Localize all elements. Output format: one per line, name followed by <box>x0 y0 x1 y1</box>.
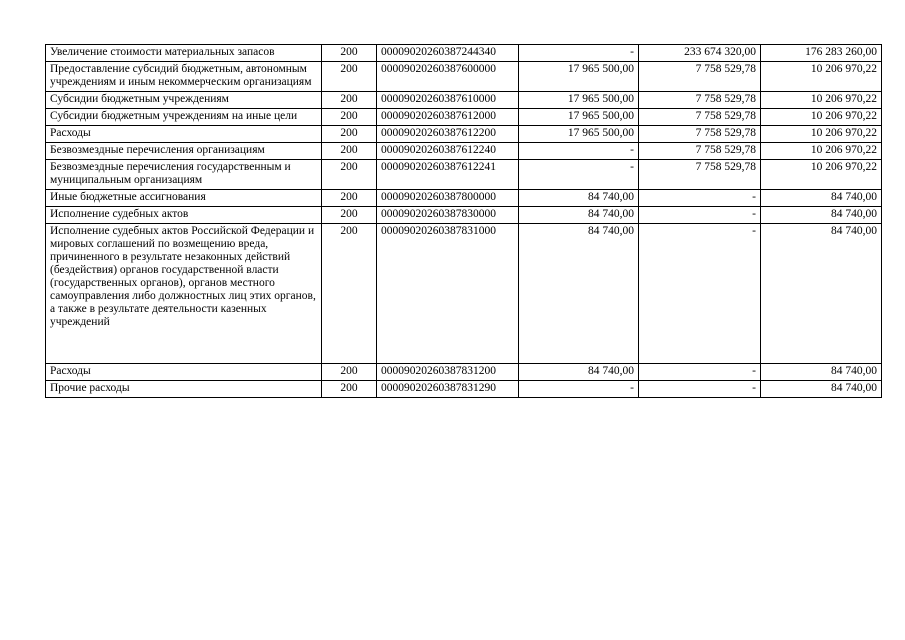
row-value-3: 10 206 970,22 <box>761 160 882 190</box>
row-value-2: 7 758 529,78 <box>639 109 761 126</box>
row-value-1: 84 740,00 <box>519 364 639 381</box>
row-value-2: - <box>639 190 761 207</box>
row-name: Расходы <box>46 364 322 381</box>
row-line-code: 200 <box>322 45 377 62</box>
table-row <box>46 364 882 381</box>
table-row <box>46 109 882 126</box>
row-value-1: 84 740,00 <box>519 224 639 364</box>
row-line-code: 200 <box>322 143 377 160</box>
row-value-1: 17 965 500,00 <box>519 92 639 109</box>
row-budget-classification-code: 00009020260387800000 <box>377 190 519 207</box>
row-value-3: 84 740,00 <box>761 207 882 224</box>
row-name: Прочие расходы <box>46 381 322 398</box>
row-budget-classification-code: 00009020260387612241 <box>377 160 519 190</box>
table-row <box>46 92 882 109</box>
row-name: Исполнение судебных актов <box>46 207 322 224</box>
table-row <box>46 126 882 143</box>
budget-execution-table <box>45 44 882 398</box>
row-value-3: 10 206 970,22 <box>761 143 882 160</box>
row-value-3: 84 740,00 <box>761 190 882 207</box>
row-value-2: - <box>639 207 761 224</box>
row-value-1: - <box>519 381 639 398</box>
row-value-2: 7 758 529,78 <box>639 62 761 92</box>
table-row <box>46 224 882 364</box>
row-line-code: 200 <box>322 364 377 381</box>
row-line-code: 200 <box>322 224 377 364</box>
row-value-1: 17 965 500,00 <box>519 126 639 143</box>
row-name: Безвозмездные перечисления организациям <box>46 143 322 160</box>
row-line-code: 200 <box>322 190 377 207</box>
row-line-code: 200 <box>322 381 377 398</box>
row-value-1: 84 740,00 <box>519 190 639 207</box>
table-row <box>46 207 882 224</box>
row-value-3: 10 206 970,22 <box>761 62 882 92</box>
row-budget-classification-code: 00009020260387831290 <box>377 381 519 398</box>
row-name: Расходы <box>46 126 322 143</box>
row-value-1: - <box>519 160 639 190</box>
row-value-1: 17 965 500,00 <box>519 109 639 126</box>
row-value-2: - <box>639 364 761 381</box>
row-value-2: 7 758 529,78 <box>639 126 761 143</box>
row-line-code: 200 <box>322 160 377 190</box>
row-budget-classification-code: 00009020260387612200 <box>377 126 519 143</box>
row-value-2: 7 758 529,78 <box>639 160 761 190</box>
row-budget-classification-code: 00009020260387831200 <box>377 364 519 381</box>
row-value-3: 176 283 260,00 <box>761 45 882 62</box>
row-line-code: 200 <box>322 62 377 92</box>
row-value-3: 10 206 970,22 <box>761 109 882 126</box>
row-budget-classification-code: 00009020260387612000 <box>377 109 519 126</box>
row-line-code: 200 <box>322 126 377 143</box>
row-name: Субсидии бюджетным учреждениям <box>46 92 322 109</box>
row-value-1: - <box>519 143 639 160</box>
row-value-1: 84 740,00 <box>519 207 639 224</box>
row-name: Субсидии бюджетным учреждениям на иные цели <box>46 109 322 126</box>
row-value-2: 233 674 320,00 <box>639 45 761 62</box>
row-line-code: 200 <box>322 207 377 224</box>
row-value-3: 84 740,00 <box>761 364 882 381</box>
row-line-code: 200 <box>322 109 377 126</box>
row-name: Исполнение судебных актов Российской Федерации и мировых соглашений по возмещению вреда, причиненного в результате незаконных действий (бездействия) органов государственной власти (государственных органов), органов местного самоуправления либо должностных лиц этих органов, а также в результате деятельности казенных учреждений <box>46 224 322 364</box>
table-row <box>46 143 882 160</box>
row-name: Увеличение стоимости материальных запасов <box>46 45 322 62</box>
row-value-1: - <box>519 45 639 62</box>
row-value-1: 17 965 500,00 <box>519 62 639 92</box>
row-value-3: 10 206 970,22 <box>761 92 882 109</box>
row-name: Иные бюджетные ассигнования <box>46 190 322 207</box>
row-name: Безвозмездные перечисления государственным и муниципальным организациям <box>46 160 322 190</box>
row-value-3: 84 740,00 <box>761 381 882 398</box>
table-row <box>46 160 882 190</box>
row-value-3: 10 206 970,22 <box>761 126 882 143</box>
row-budget-classification-code: 00009020260387244340 <box>377 45 519 62</box>
row-value-2: 7 758 529,78 <box>639 92 761 109</box>
row-value-2: - <box>639 381 761 398</box>
row-budget-classification-code: 00009020260387612240 <box>377 143 519 160</box>
row-line-code: 200 <box>322 92 377 109</box>
table-row <box>46 381 882 398</box>
table-row <box>46 45 882 62</box>
row-value-3: 84 740,00 <box>761 224 882 364</box>
table-row <box>46 190 882 207</box>
table-row <box>46 62 882 92</box>
row-name: Предоставление субсидий бюджетным, автономным учреждениям и иным некоммерческим организациям <box>46 62 322 92</box>
row-budget-classification-code: 00009020260387830000 <box>377 207 519 224</box>
row-value-2: - <box>639 224 761 364</box>
row-budget-classification-code: 00009020260387600000 <box>377 62 519 92</box>
row-budget-classification-code: 00009020260387610000 <box>377 92 519 109</box>
row-budget-classification-code: 00009020260387831000 <box>377 224 519 364</box>
row-value-2: 7 758 529,78 <box>639 143 761 160</box>
